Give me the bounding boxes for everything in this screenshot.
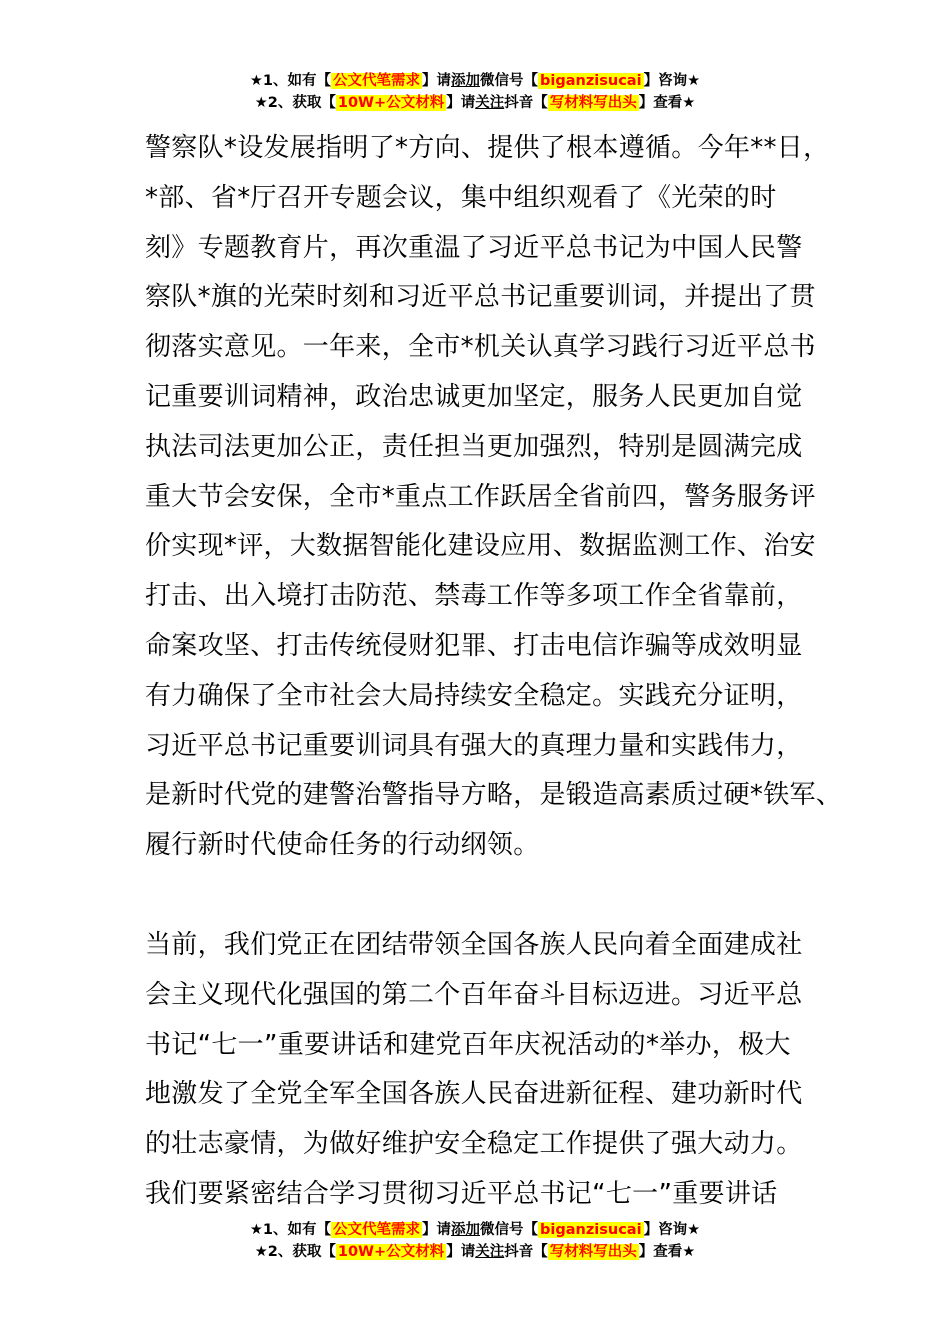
text-line: 当前，我们党正在团结带领全国各族人民向着全面建成社 [145, 929, 803, 960]
banner-highlight: biganzisucai [540, 1222, 642, 1238]
text-line: 价实现*评，大数据智能化建设应用、数据监测工作、治安 [145, 531, 816, 562]
text-line: 会主义现代化强国的第二个百年奋斗目标迈进。习近平总 [145, 979, 803, 1010]
banner-underlined: 关注 [475, 95, 505, 111]
banner-text: 微信号【 [480, 73, 539, 89]
banner-text: 微信号【 [480, 1222, 539, 1238]
banner-text: 抖音【 [504, 95, 548, 111]
text-line: 重大节会安保，全市*重点工作跃居全省前四，警务服务评 [145, 481, 816, 512]
banner-text: 】咨询★ [643, 73, 701, 89]
text-line: 刻》专题教育片，再次重温了习近平总书记为中国人民警 [145, 232, 803, 263]
text-line: 履行新时代使命任务的行动纲领。 [145, 830, 540, 861]
text-line: 打击、出入境打击防范、禁毒工作等多项工作全省靠前， [145, 581, 803, 612]
text-line: 察队*旗的光荣时刻和习近平总书记重要训词，并提出了贯 [145, 282, 816, 313]
banner-text: ★2、获取【 [254, 95, 336, 111]
header-banner [0, 70, 950, 114]
banner-text: 】查看★ [638, 1244, 696, 1260]
text-line: 的壮志豪情，为做好维护安全稳定工作提供了强大动力。 [145, 1129, 803, 1160]
text-line: 命案攻坚、打击传统侵财犯罪、打击电信诈骗等成效明显 [145, 630, 803, 661]
banner-highlight: 公文代笔需求 [333, 1222, 421, 1238]
footer-banner [0, 1219, 950, 1263]
banner-highlight: 公文代笔需求 [333, 73, 421, 89]
banner-highlight: biganzisucai [540, 73, 642, 89]
text-line: *部、省*厅召开专题会议，集中组织观看了《光荣的时 [145, 182, 777, 213]
banner-highlight: 写材料写出头 [549, 95, 637, 111]
banner-text: 】查看★ [638, 95, 696, 111]
banner-highlight: 写材料写出头 [549, 1244, 637, 1260]
banner-highlight: 10W+公文材料 [337, 95, 445, 111]
text-line: 执法司法更加公正，责任担当更加强烈，特别是圆满完成 [145, 431, 803, 462]
paragraph [145, 921, 825, 1220]
banner-underlined: 添加 [451, 1222, 481, 1238]
banner-line-2 [0, 92, 950, 114]
banner-line-1 [0, 1219, 950, 1241]
banner-text: ★1、如有【 [249, 1222, 332, 1238]
paragraph [145, 124, 843, 871]
banner-line-1 [0, 70, 950, 92]
text-line: 习近平总书记重要训词具有强大的真理力量和实践伟力， [145, 730, 803, 761]
banner-line-2 [0, 1241, 950, 1263]
banner-text: 】请 [446, 1244, 476, 1260]
document-body [145, 124, 843, 1220]
banner-text: 】请 [446, 95, 476, 111]
text-line: 彻落实意见。一年来，全市*机关认真学习践行习近平总书 [145, 332, 816, 363]
text-line: 记重要训词精神，政治忠诚更加坚定，服务人民更加自觉 [145, 381, 803, 412]
text-line: 书记“七一”重要讲话和建党百年庆祝活动的*举办，极大 [145, 1029, 791, 1060]
text-line: 警察队*设发展指明了*方向、提供了根本遵循。今年**日， [145, 133, 830, 163]
text-line: 我们要紧密结合学习贯彻习近平总书记“七一”重要讲话 [145, 1178, 778, 1209]
text-line: 地激发了全党全军全国各族人民奋进新征程、建功新时代 [145, 1079, 803, 1110]
banner-text: 】咨询★ [643, 1222, 701, 1238]
banner-text: 】请 [422, 1222, 452, 1238]
banner-text: ★1、如有【 [249, 73, 332, 89]
text-line: 是新时代党的建警治警指导方略，是锻造高素质过硬*铁军、 [145, 780, 843, 811]
banner-text: 抖音【 [504, 1244, 548, 1260]
paragraph-spacer [145, 871, 825, 921]
banner-text: ★2、获取【 [254, 1244, 336, 1260]
banner-underlined: 添加 [451, 73, 481, 89]
banner-text: 】请 [422, 73, 452, 89]
banner-underlined: 关注 [475, 1244, 505, 1260]
banner-highlight: 10W+公文材料 [337, 1244, 445, 1260]
text-line: 有力确保了全市社会大局持续安全稳定。实践充分证明， [145, 680, 803, 711]
